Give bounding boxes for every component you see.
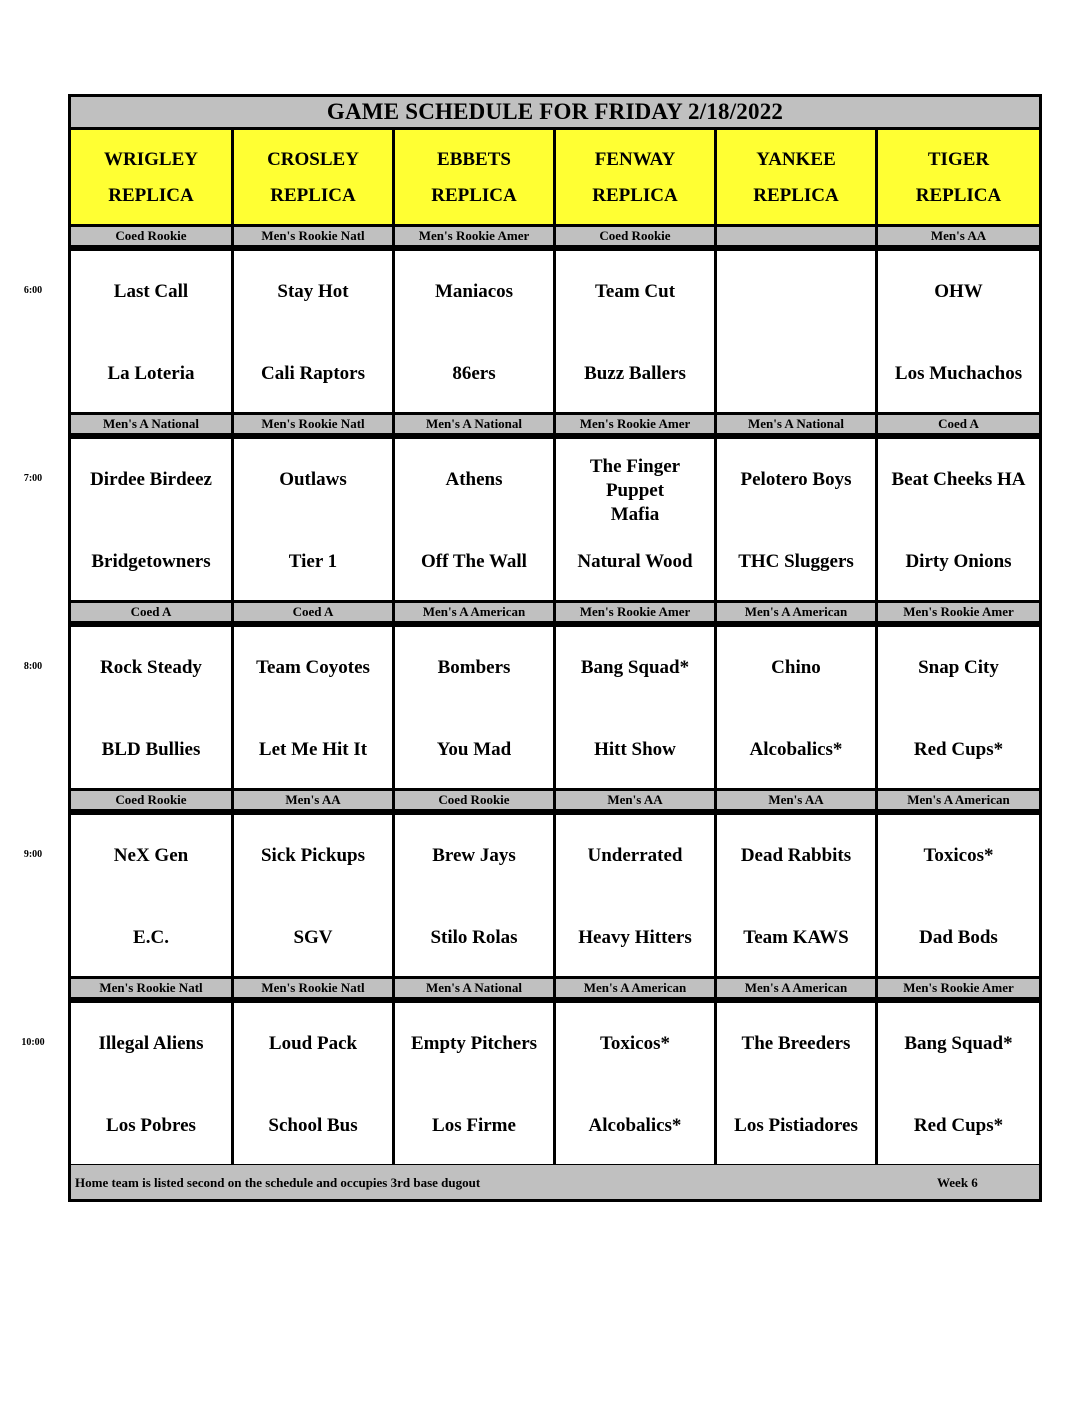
home-team: E.C. <box>133 927 169 948</box>
away-team: Team Cut <box>594 281 676 302</box>
game-cell <box>878 251 1039 415</box>
division-label: Coed Rookie <box>395 791 556 812</box>
division-label: Men's Rookie Amer <box>878 603 1039 624</box>
game-cell <box>71 439 234 603</box>
division-row <box>71 227 1039 248</box>
away-team: The Breeders <box>741 1033 851 1054</box>
game-cell <box>395 1003 556 1167</box>
division-label: Men's Rookie Natl <box>71 979 234 1000</box>
home-team: Los Muchachos <box>894 363 1023 384</box>
home-team: Stilo Rolas <box>430 927 518 948</box>
game-cell <box>556 1003 717 1167</box>
venue-subtitle: REPLICA <box>753 185 839 206</box>
division-label: Men's AA <box>234 791 395 812</box>
division-label: Men's Rookie Amer <box>556 415 717 436</box>
division-label: Men's Rookie Amer <box>395 227 556 248</box>
game-cell <box>556 627 717 791</box>
home-team: Alcobalics* <box>588 1115 682 1136</box>
venue-header-row <box>71 130 1039 227</box>
division-label: Men's A National <box>717 415 878 436</box>
home-team: Bridgetowners <box>91 551 211 572</box>
away-team: Dirdee Birdeez <box>90 469 212 490</box>
away-team: OHW <box>934 281 983 302</box>
home-team: School Bus <box>268 1115 358 1136</box>
game-cell <box>71 251 234 415</box>
venue-header <box>556 130 717 227</box>
away-team: Stay Hot <box>277 281 349 302</box>
division-label: Coed Rookie <box>556 227 717 248</box>
away-team: Pelotero Boys <box>740 469 852 490</box>
division-label: Men's A National <box>71 415 234 436</box>
division-label: Men's A American <box>878 791 1039 812</box>
home-team: La Loteria <box>107 363 195 384</box>
game-cell <box>71 1003 234 1167</box>
game-cell <box>717 1003 878 1167</box>
venue-name: EBBETS <box>437 149 511 170</box>
home-team: Los Pobres <box>106 1115 196 1136</box>
time-label: 8:00 <box>23 661 43 672</box>
division-label: Coed A <box>234 603 395 624</box>
away-team: Underrated <box>587 845 683 866</box>
home-team: Cali Raptors <box>261 363 365 384</box>
home-team: Los Pistiadores <box>734 1115 858 1136</box>
home-team: Natural Wood <box>577 551 693 572</box>
division-label: Men's A American <box>717 603 878 624</box>
away-team: Team Coyotes <box>256 657 370 678</box>
division-label: Men's Rookie Natl <box>234 415 395 436</box>
game-cell <box>717 627 878 791</box>
away-team: Empty Pitchers <box>410 1033 538 1054</box>
away-team: Toxicos* <box>923 845 994 866</box>
game-row <box>71 439 1039 603</box>
game-cell <box>71 627 234 791</box>
away-team: Bombers <box>437 657 511 678</box>
away-team: Rock Steady <box>100 657 202 678</box>
home-team: Red Cups* <box>913 739 1004 760</box>
venue-name: FENWAY <box>594 149 676 170</box>
away-team: Illegal Aliens <box>98 1033 204 1054</box>
game-cell <box>717 439 878 603</box>
home-team: You Mad <box>436 739 512 760</box>
schedule-title: GAME SCHEDULE FOR FRIDAY 2/18/2022 <box>71 97 1039 130</box>
division-label: Men's AA <box>878 227 1039 248</box>
division-row <box>71 979 1039 1000</box>
division-label <box>717 227 878 248</box>
division-label: Men's Rookie Amer <box>878 979 1039 1000</box>
venue-name: CROSLEY <box>267 149 359 170</box>
game-cell <box>878 1003 1039 1167</box>
division-row <box>71 791 1039 812</box>
away-team: Toxicos* <box>599 1033 671 1054</box>
schedule-table <box>68 94 1042 1202</box>
game-row <box>71 251 1039 415</box>
division-label: Coed A <box>71 603 234 624</box>
venue-header <box>395 130 556 227</box>
time-label: 6:00 <box>23 285 43 296</box>
division-row <box>71 603 1039 624</box>
division-label: Coed A <box>878 415 1039 436</box>
venue-name: YANKEE <box>756 149 836 170</box>
division-row <box>71 415 1039 436</box>
home-team: Alcobalics* <box>749 739 843 760</box>
division-label: Men's AA <box>717 791 878 812</box>
home-team: Buzz Ballers <box>584 363 686 384</box>
home-team: Heavy Hitters <box>578 927 692 948</box>
venue-name: WRIGLEY <box>104 149 198 170</box>
game-cell <box>234 251 395 415</box>
away-team: Bang Squad* <box>580 657 690 678</box>
venue-header <box>878 130 1039 227</box>
time-label: 10:00 <box>21 1037 45 1048</box>
game-row <box>71 627 1039 791</box>
venue-subtitle: REPLICA <box>915 185 1002 206</box>
time-label: 7:00 <box>23 473 43 484</box>
venue-subtitle: REPLICA <box>270 185 356 206</box>
game-cell <box>395 251 556 415</box>
home-team: Dirty Onions <box>905 551 1012 572</box>
home-team: Team KAWS <box>743 927 849 948</box>
division-label: Men's AA <box>556 791 717 812</box>
home-team: Los Firme <box>432 1115 516 1136</box>
home-team: THC Sluggers <box>738 551 854 572</box>
division-label: Men's Rookie Amer <box>556 603 717 624</box>
away-team: Sick Pickups <box>260 845 365 866</box>
footer-bar <box>71 1165 1039 1199</box>
division-label: Men's A National <box>395 979 556 1000</box>
venue-header <box>717 130 878 227</box>
away-team: Chino <box>771 657 821 678</box>
away-team: Maniacos <box>434 281 514 302</box>
division-label: Coed Rookie <box>71 791 234 812</box>
home-team: Red Cups* <box>913 1115 1004 1136</box>
venue-subtitle: REPLICA <box>431 185 517 206</box>
division-label: Men's A American <box>717 979 878 1000</box>
game-cell <box>234 627 395 791</box>
away-team: Brew Jays <box>432 845 516 866</box>
division-label: Men's Rookie Natl <box>234 979 395 1000</box>
game-cell <box>234 439 395 603</box>
game-cell <box>71 815 234 979</box>
game-cell <box>717 251 878 415</box>
game-cell <box>878 815 1039 979</box>
away-team: NeX Gen <box>113 845 189 866</box>
away-team: Athens <box>445 469 503 490</box>
game-cell <box>234 815 395 979</box>
game-cell <box>556 439 717 603</box>
game-cell <box>878 627 1039 791</box>
home-team: Off The Wall <box>421 551 527 572</box>
footer-note: Home team is listed second on the schedule and occupies 3rd base dugout <box>75 1175 481 1190</box>
away-team: Outlaws <box>279 469 347 490</box>
division-label: Coed Rookie <box>71 227 234 248</box>
game-cell <box>556 251 717 415</box>
home-team: 86ers <box>452 363 496 384</box>
home-team: Dad Bods <box>919 927 998 948</box>
venue-subtitle: REPLICA <box>592 185 678 206</box>
venue-header <box>234 130 395 227</box>
away-team: Snap City <box>918 657 999 678</box>
venue-subtitle: REPLICA <box>108 185 194 206</box>
game-cell <box>234 1003 395 1167</box>
venue-header <box>71 130 234 227</box>
away-team: Dead Rabbits <box>740 845 852 866</box>
division-label: Men's A American <box>395 603 556 624</box>
venue-name: TIGER <box>927 149 990 170</box>
game-cell <box>395 815 556 979</box>
away-team: Bang Squad* <box>904 1033 1013 1054</box>
division-label: Men's A American <box>556 979 717 1000</box>
game-row <box>71 815 1039 979</box>
game-cell <box>395 627 556 791</box>
game-cell <box>395 439 556 603</box>
game-cell <box>717 815 878 979</box>
week-label: Week 6 <box>937 1175 978 1190</box>
time-label: 9:00 <box>23 849 43 860</box>
home-team: Hitt Show <box>594 739 676 760</box>
division-label: Men's A National <box>395 415 556 436</box>
game-cell <box>878 439 1039 603</box>
away-team: The Finger Puppet Mafia <box>589 456 681 525</box>
division-label: Men's Rookie Natl <box>234 227 395 248</box>
away-team: Beat Cheeks HA <box>891 469 1026 490</box>
away-team: Loud Pack <box>268 1033 358 1054</box>
game-cell <box>556 815 717 979</box>
home-team: BLD Bullies <box>101 739 201 760</box>
game-row <box>71 1003 1039 1167</box>
home-team: Let Me Hit It <box>258 739 368 760</box>
home-team: SGV <box>293 927 333 948</box>
away-team: Last Call <box>113 281 189 302</box>
home-team: Tier 1 <box>288 551 338 572</box>
